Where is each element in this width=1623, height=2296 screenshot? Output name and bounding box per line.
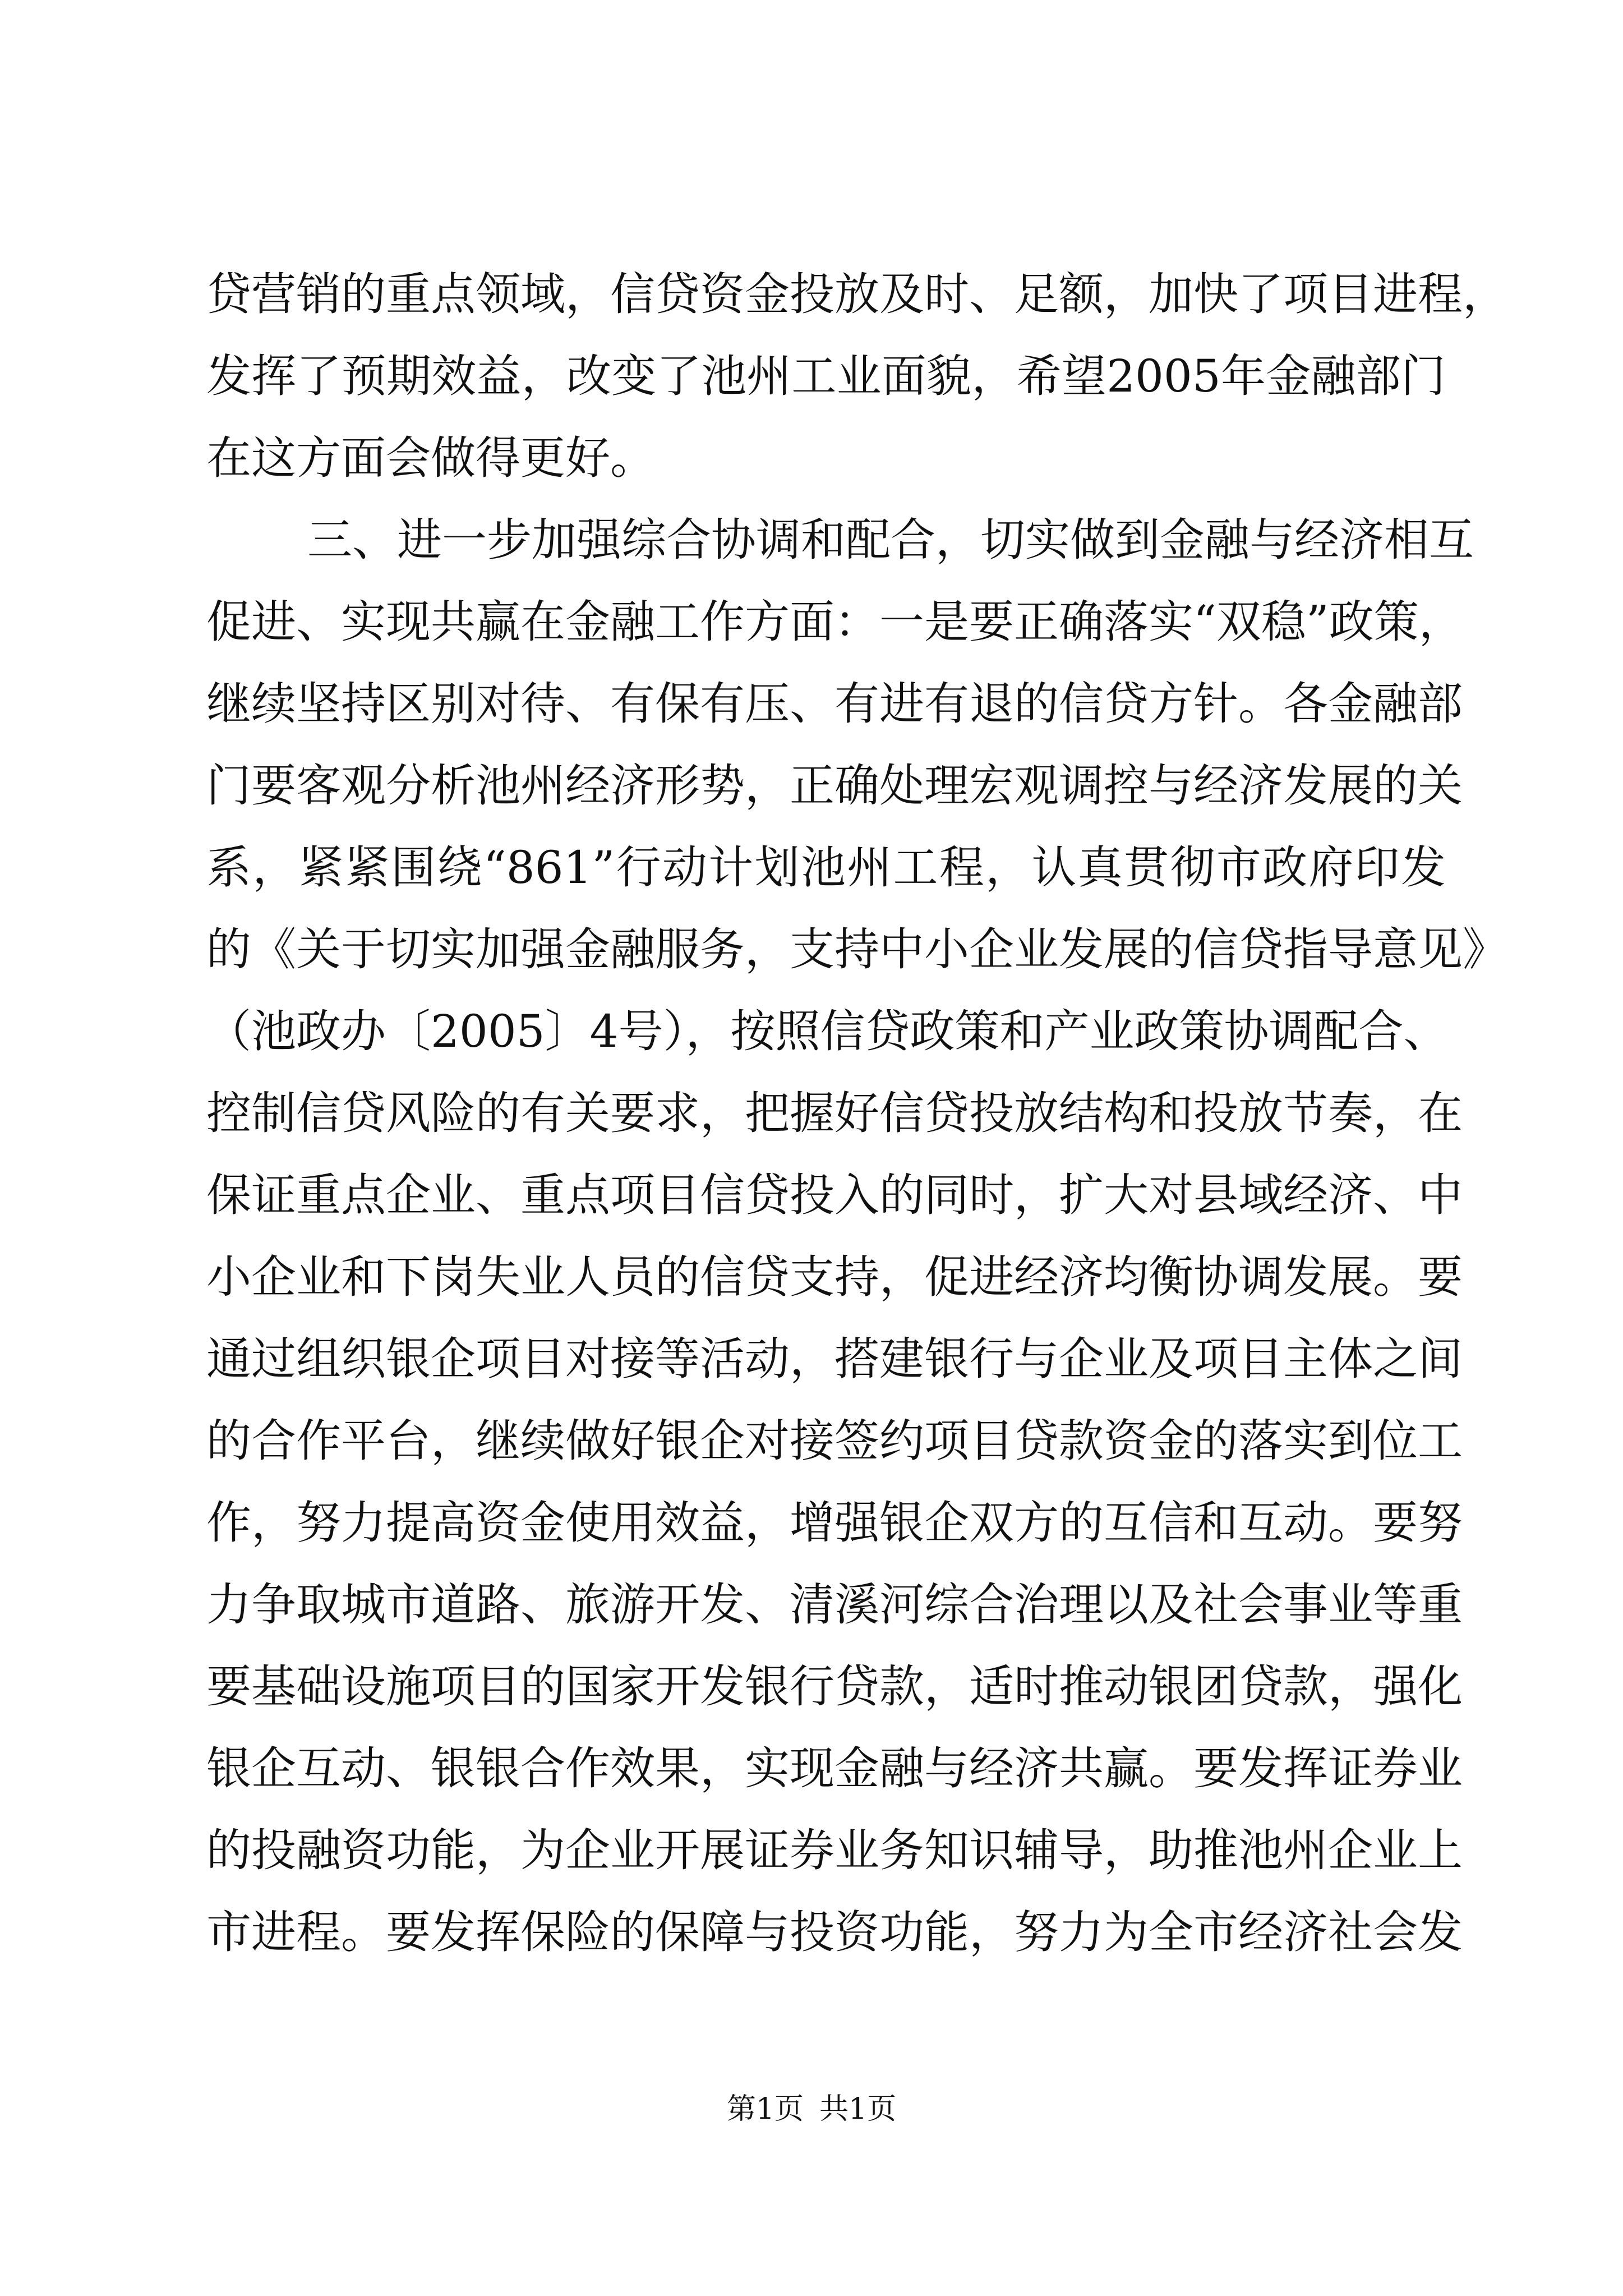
text-line: 发挥了预期效益，改变了池州工业面貌，希望2005年金融部门 [206,350,1446,402]
text-line: 市进程。要发挥保险的保障与投资功能，努力为全市经济社会发 [206,1906,1463,1958]
text-line: 银企互动、银银合作效果，实现金融与经济共赢。要发挥证券业 [206,1742,1463,1795]
page-total: 共1页 [819,2092,897,2126]
body-text [206,254,1507,1973]
text-line: 在这方面会做得更好。 [206,432,655,484]
text-line: 通过组织银企项目对接等活动，搭建银行与企业及项目主体之间 [206,1333,1463,1385]
text-line: 继续坚持区别对待、有保有压、有进有退的信贷方针。各金融部 [206,678,1463,730]
paragraph-2 [206,499,1507,1973]
page-number: 第1页 [726,2092,804,2126]
text-line: 的合作平台，继续做好银企对接签约项目贷款资金的落实到位工 [206,1415,1463,1467]
text-line: （池政办〔2005〕4号），按照信贷政策和产业政策协调配合、 [206,1005,1449,1057]
page-footer [0,2087,1623,2132]
text-line: 系，紧紧围绕“861”行动计划池州工程，认真贯彻市政府印发 [206,841,1446,894]
text-line: 小企业和下岗失业人员的信贷支持，促进经济均衡协调发展。要 [206,1251,1463,1303]
text-line: 保证重点企业、重点项目信贷投入的同时，扩大对县域经济、中 [206,1169,1463,1221]
text-line: 促进、实现共赢在金融工作方面：一是要正确落实“双稳”政策， [206,596,1464,648]
paragraph-1 [206,254,1507,499]
text-line: 力争取城市道路、旅游开发、清溪河综合治理以及社会事业等重 [206,1579,1463,1631]
text-line: 三、进一步加强综合协调和配合，切实做到金融与经济相互 [307,514,1474,566]
text-line: 的投融资功能，为企业开展证券业务知识辅导，助推池州企业上 [206,1824,1463,1876]
text-line: 作，努力提高资金使用效益，增强银企双方的互信和互动。要努 [206,1497,1463,1549]
text-line: 要基础设施项目的国家开发银行贷款，适时推动银团贷款，强化 [206,1660,1463,1713]
text-line: 的《关于切实加强金融服务，支持中小企业发展的信贷指导意见》 [206,923,1507,976]
text-line: 门要客观分析池州经济形势，正确处理宏观调控与经济发展的关 [206,760,1463,812]
text-line: 贷营销的重点领域，信贷资金投放及时、足额，加快了项目进程， [206,268,1507,320]
text-line: 控制信贷风险的有关要求，把握好信贷投放结构和投放节奏，在 [206,1087,1463,1139]
